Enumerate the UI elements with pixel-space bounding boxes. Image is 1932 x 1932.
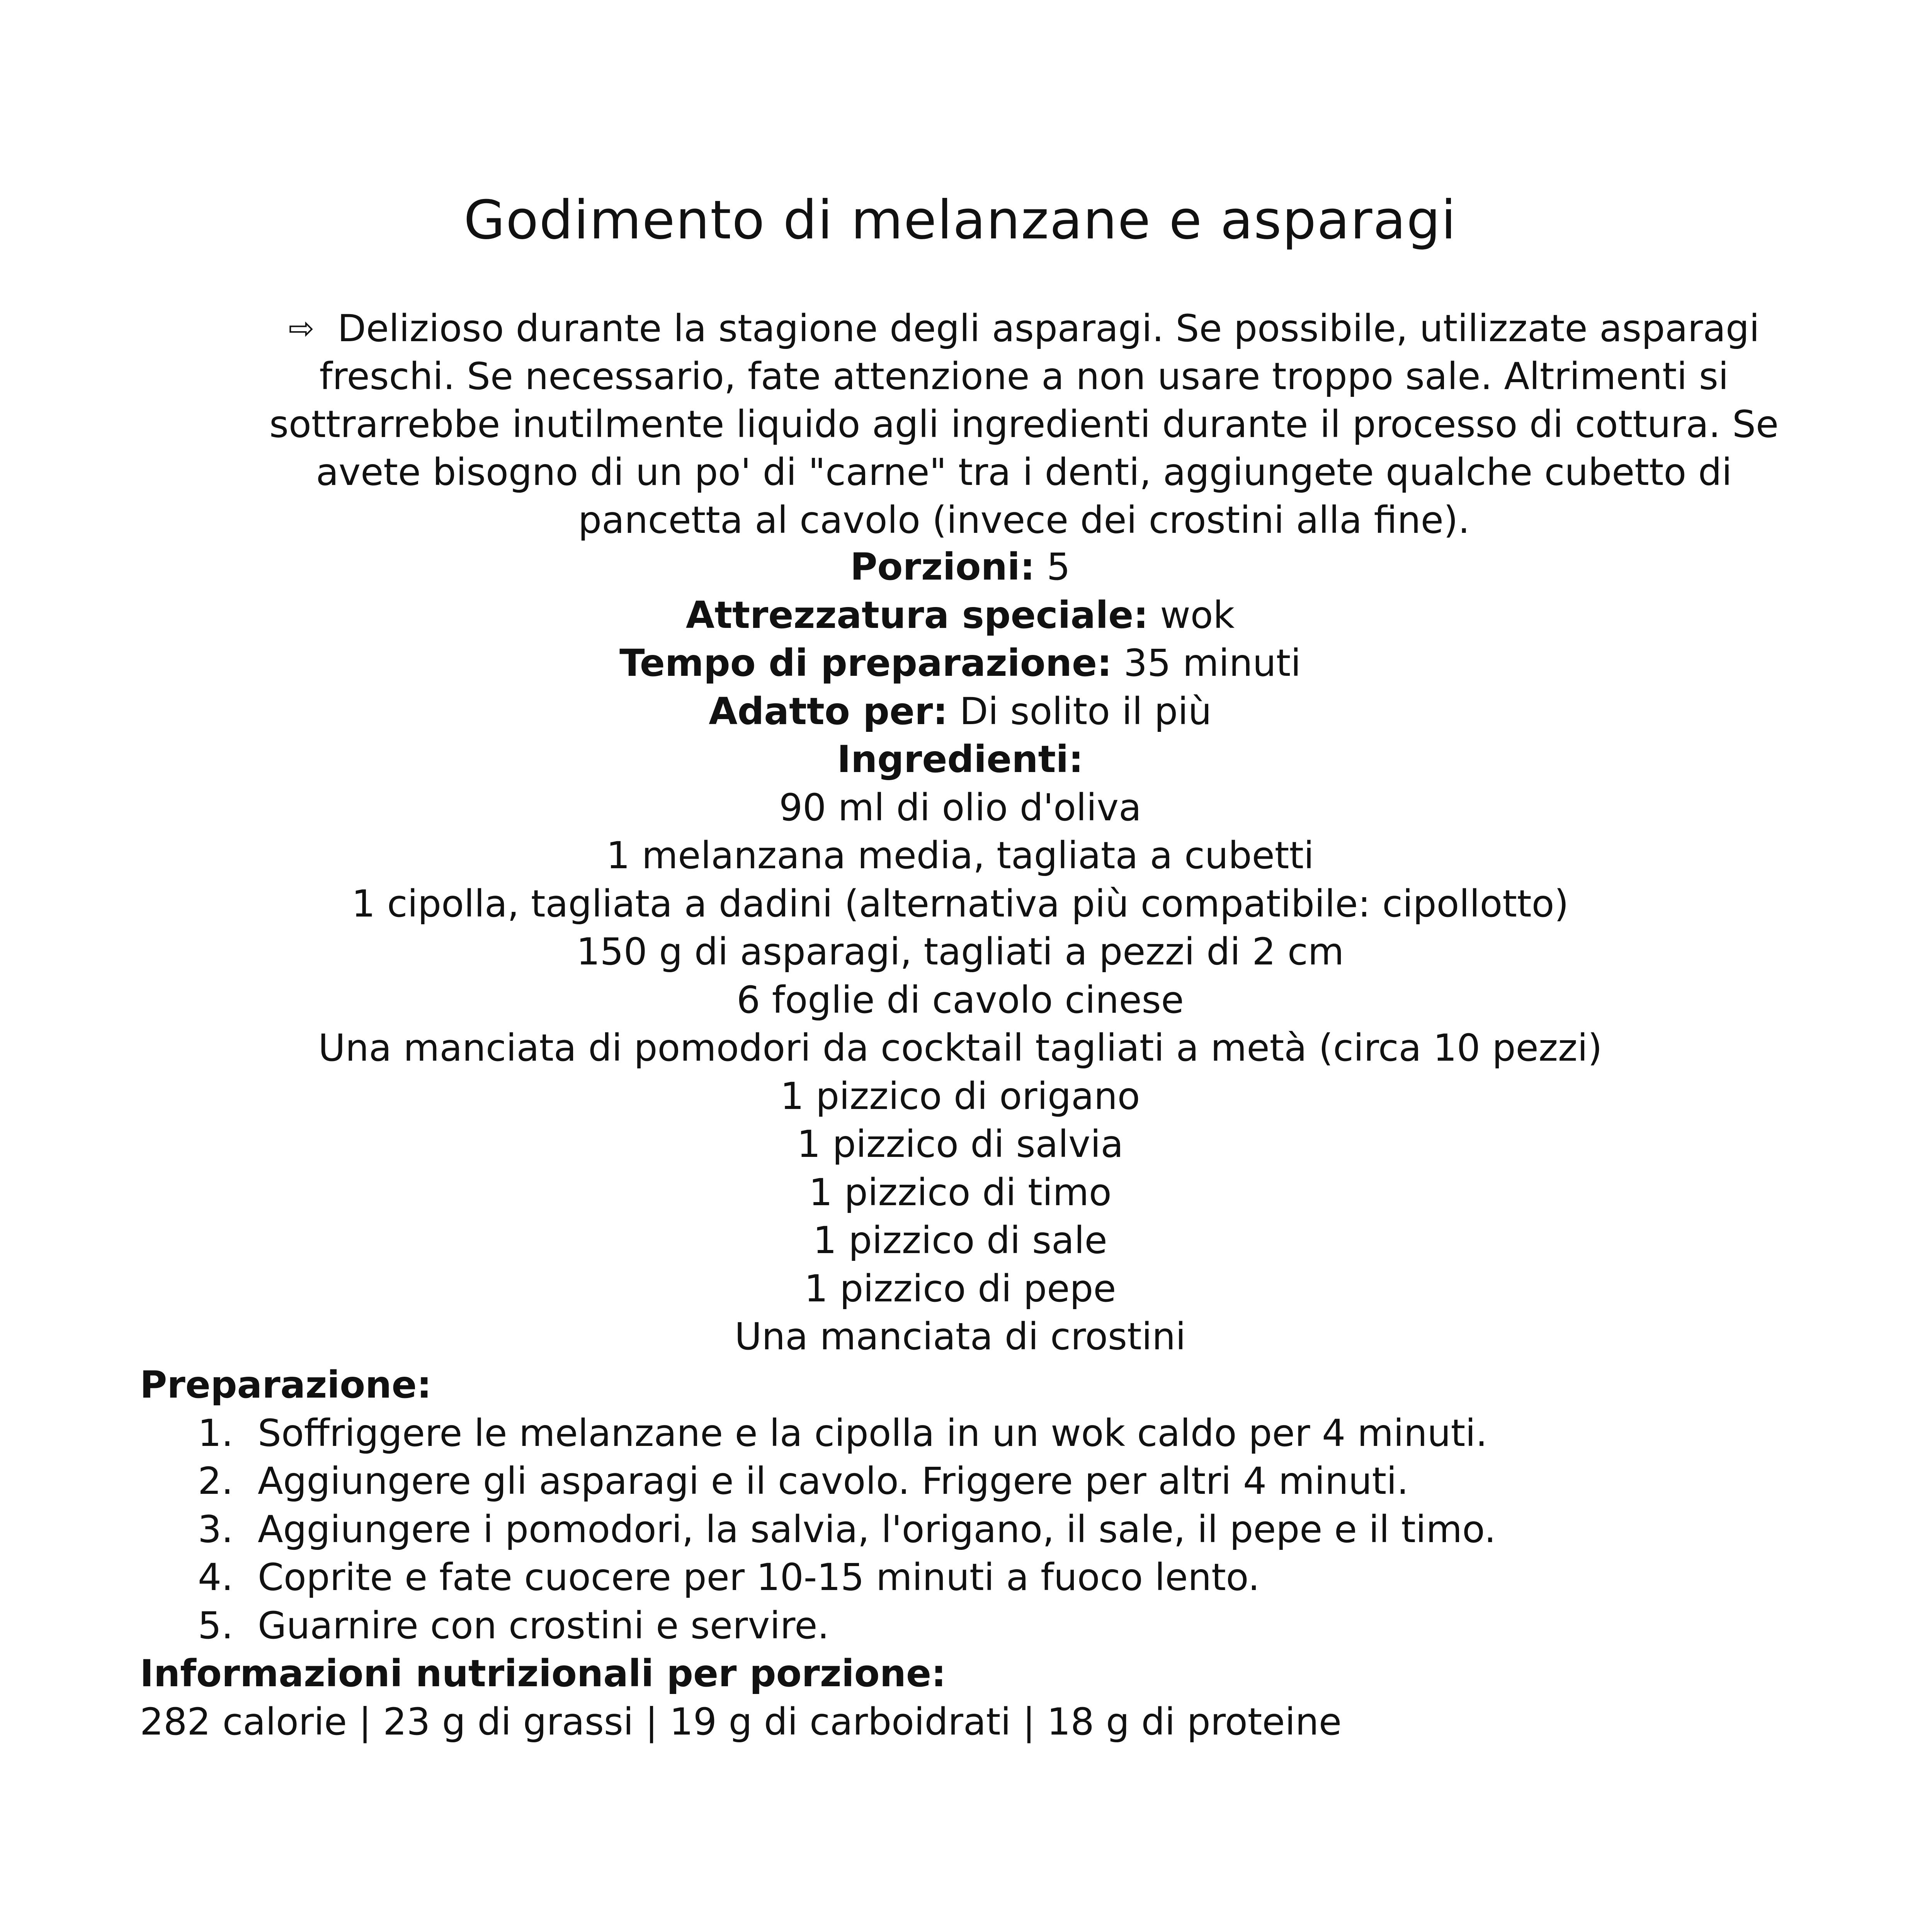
ingredient-item: Una manciata di crostini bbox=[735, 1315, 1186, 1358]
prep-time-value: 35 minuti bbox=[1124, 641, 1301, 685]
equipment-row bbox=[0, 591, 1920, 639]
step-text: Aggiungere gli asparagi e il cavolo. Friggere per altri 4 minuti. bbox=[258, 1459, 1409, 1503]
step-number: 5. bbox=[198, 1604, 233, 1647]
right-arrow-outline-icon: ⇨ bbox=[288, 310, 315, 346]
recipe-intro bbox=[259, 304, 1789, 544]
ingredient-item: 1 pizzico di sale bbox=[813, 1219, 1107, 1262]
step-text: Coprite e fate cuocere per 10-15 minuti a fuoco lento. bbox=[258, 1556, 1260, 1599]
servings-row bbox=[0, 543, 1920, 591]
servings-value: 5 bbox=[1046, 545, 1070, 588]
step-text: Soffriggere le melanzane e la cipolla in un wok caldo per 4 minuti. bbox=[258, 1411, 1488, 1455]
intro-text: Delizioso durante la stagione degli asparagi. Se possibile, utilizzate asparagi freschi. Se necessario, fate attenzione a non usare troppo sale. Altrimenti si sottrarrebbe inutilmente liquido agli ingredienti durante il processo di cottura. Se avete bisogno di un po' di "carne" tra i denti, aggiungete qualche cubetto di pancetta al cavolo (invece dei crostini alla fine). bbox=[269, 307, 1779, 542]
ingredient-item: 1 pizzico di origano bbox=[780, 1074, 1140, 1118]
equipment-value: wok bbox=[1160, 593, 1235, 637]
suitable-value: Di solito il più bbox=[959, 689, 1212, 733]
ingredient-item: 1 cipolla, tagliata a dadini (alternativa più compatibile: cipollotto) bbox=[352, 882, 1569, 925]
step-number: 4. bbox=[198, 1556, 233, 1599]
preparation-heading: Preparazione: bbox=[140, 1363, 432, 1406]
suitable-row bbox=[0, 687, 1920, 736]
preparation-step bbox=[140, 1553, 1879, 1602]
equipment-label: Attrezzatura speciale: bbox=[685, 593, 1148, 637]
servings-label: Porzioni: bbox=[850, 545, 1035, 588]
step-number: 1. bbox=[198, 1411, 233, 1455]
ingredient-item: 1 pizzico di salvia bbox=[797, 1122, 1124, 1166]
ingredient-item: 1 pizzico di pepe bbox=[804, 1267, 1116, 1310]
nutrition-values: 282 calorie | 23 g di grassi | 19 g di carboidrati | 18 g di proteine bbox=[140, 1700, 1342, 1743]
ingredients-heading: Ingredienti: bbox=[837, 738, 1083, 781]
ingredient-item: 1 melanzana media, tagliata a cubetti bbox=[606, 834, 1314, 877]
prep-time-label: Tempo di preparazione: bbox=[619, 641, 1112, 685]
preparation-step bbox=[140, 1505, 1879, 1554]
preparation-step bbox=[140, 1602, 1879, 1650]
ingredient-item: 90 ml di olio d'oliva bbox=[779, 786, 1141, 829]
preparation-steps bbox=[140, 1409, 1879, 1650]
suitable-label: Adatto per: bbox=[709, 689, 948, 733]
ingredient-item: Una manciata di pomodori da cocktail tagliati a metà (circa 10 pezzi) bbox=[318, 1026, 1602, 1070]
nutrition-heading: Informazioni nutrizionali per porzione: bbox=[140, 1652, 946, 1695]
page-title: Godimento di melanzane e asparagi bbox=[464, 189, 1457, 251]
preparation-section bbox=[140, 1361, 1879, 1746]
ingredient-item: 150 g di asparagi, tagliati a pezzi di 2 cm bbox=[576, 930, 1344, 973]
step-number: 2. bbox=[198, 1459, 233, 1503]
preparation-step bbox=[140, 1457, 1879, 1505]
ingredient-item: 6 foglie di cavolo cinese bbox=[736, 978, 1184, 1022]
preparation-step bbox=[140, 1409, 1879, 1458]
recipe-details bbox=[0, 543, 1920, 1361]
step-text: Aggiungere i pomodori, la salvia, l'origano, il sale, il pepe e il timo. bbox=[258, 1507, 1496, 1551]
step-number: 3. bbox=[198, 1507, 233, 1551]
step-text: Guarnire con crostini e servire. bbox=[258, 1604, 829, 1647]
ingredient-item: 1 pizzico di timo bbox=[809, 1170, 1112, 1214]
prep-time-row bbox=[0, 639, 1920, 687]
